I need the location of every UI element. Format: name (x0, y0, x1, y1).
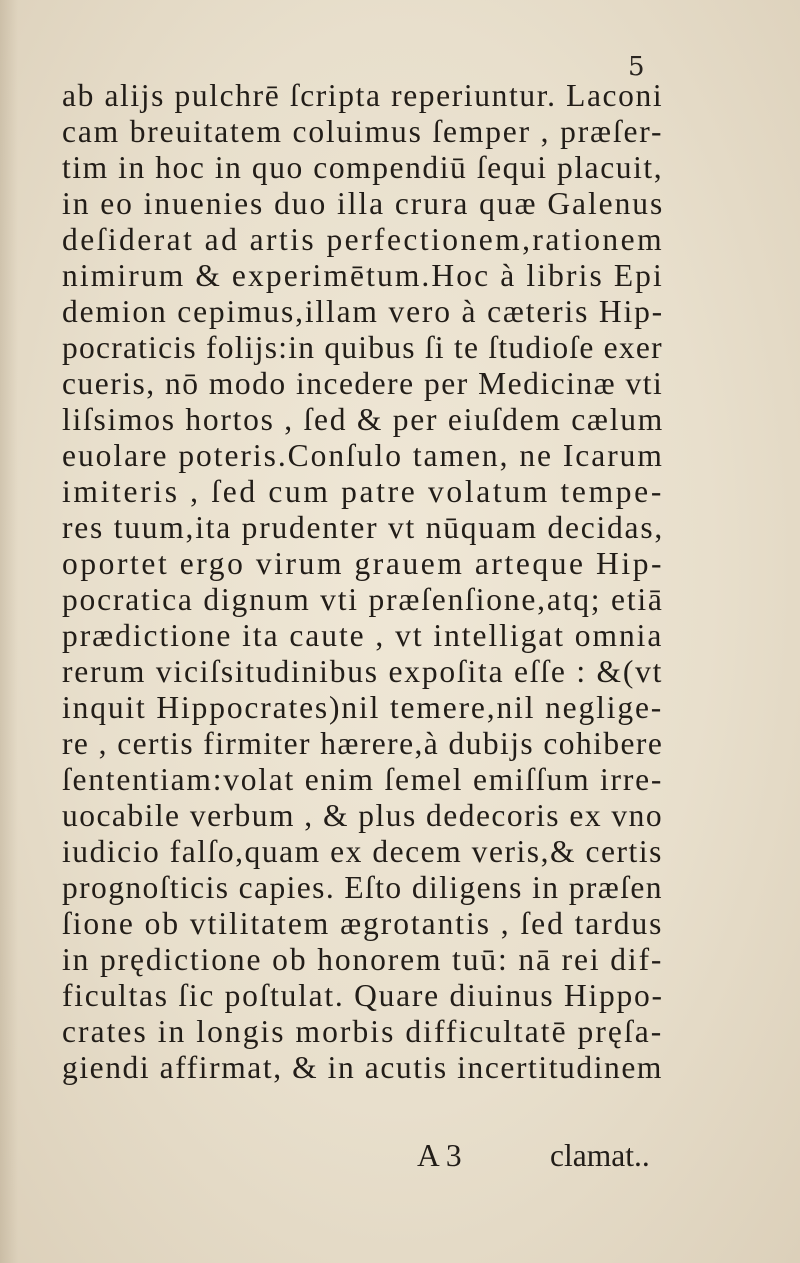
text-line: euolare poteris.Conſulo tamen, ne Icarum (62, 438, 664, 473)
text-line: ſententiam:volat enim ſemel emiſſum irre- (62, 762, 664, 797)
text-line: ab alijs pulchrē ſcripta reperiuntur. Laconi (62, 78, 664, 113)
text-line: cam breuitatem coluimus ſemper , præſer- (62, 114, 664, 149)
text-line: re , certis firmiter hærere,à dubijs cohibere (62, 726, 664, 761)
text-line: tim in hoc in quo compendiū ſequi placuit, (62, 150, 664, 185)
text-line: ficultas ſic poſtulat. Quare diuinus Hippo- (62, 978, 664, 1013)
page-footer (62, 1138, 662, 1178)
signature-mark: A 3 (417, 1138, 462, 1173)
text-line: iudicio falſo,quam ex decem veris,& certis (62, 834, 663, 869)
text-line: inquit Hippocrates)nil temere,nil neglige- (62, 690, 664, 725)
text-line: rerum viciſsitudinibus expoſita eſſe : &(vt (62, 654, 664, 689)
text-line: nimirum & experimētum.Hoc à libris Epi (62, 258, 664, 293)
text-line: prædictione ita caute , vt intelligat omnia (62, 618, 664, 653)
text-line: pocratica dignum vti præſenſione,atq; etiā (62, 582, 664, 617)
text-line: deſiderat ad artis perfectionem,rationem (62, 222, 665, 257)
page-number: 5 (628, 52, 645, 82)
text-line: liſsimos hortos , ſed & per eiuſdem cælum (62, 402, 664, 437)
text-line: in eo inuenies duo illa crura quæ Galenus (62, 186, 665, 221)
text-line: oportet ergo virum grauem arteque Hip- (62, 546, 665, 581)
text-line: demion cepimus,illam vero à cæteris Hip- (62, 294, 665, 329)
text-line: res tuum,ita prudenter vt nūquam decidas, (62, 510, 664, 545)
text-line: imiteris , ſed cum patre volatum tempe- (62, 474, 664, 509)
gutter-shadow (0, 0, 18, 1263)
text-line: uocabile verbum , & plus dedecoris ex vno (62, 798, 664, 833)
catchword: clamat.. (550, 1138, 650, 1173)
text-line: in prędictione ob honorem tuū: nā rei dif- (62, 942, 664, 977)
body-text (62, 78, 665, 1086)
text-line: crates in longis morbis difficultatē pręſa- (62, 1014, 664, 1049)
text-line: cueris, nō modo incedere per Medicinæ vti (62, 366, 664, 401)
text-line: giendi affirmat, & in acutis incertitudinem (62, 1050, 664, 1085)
text-line: ſione ob vtilitatem ægrotantis , ſed tardus (62, 906, 664, 941)
text-line: pocraticis folijs:in quibus ſi te ſtudioſe exer (62, 330, 663, 365)
text-line: prognoſticis capies. Eſto diligens in præſen (62, 870, 663, 905)
